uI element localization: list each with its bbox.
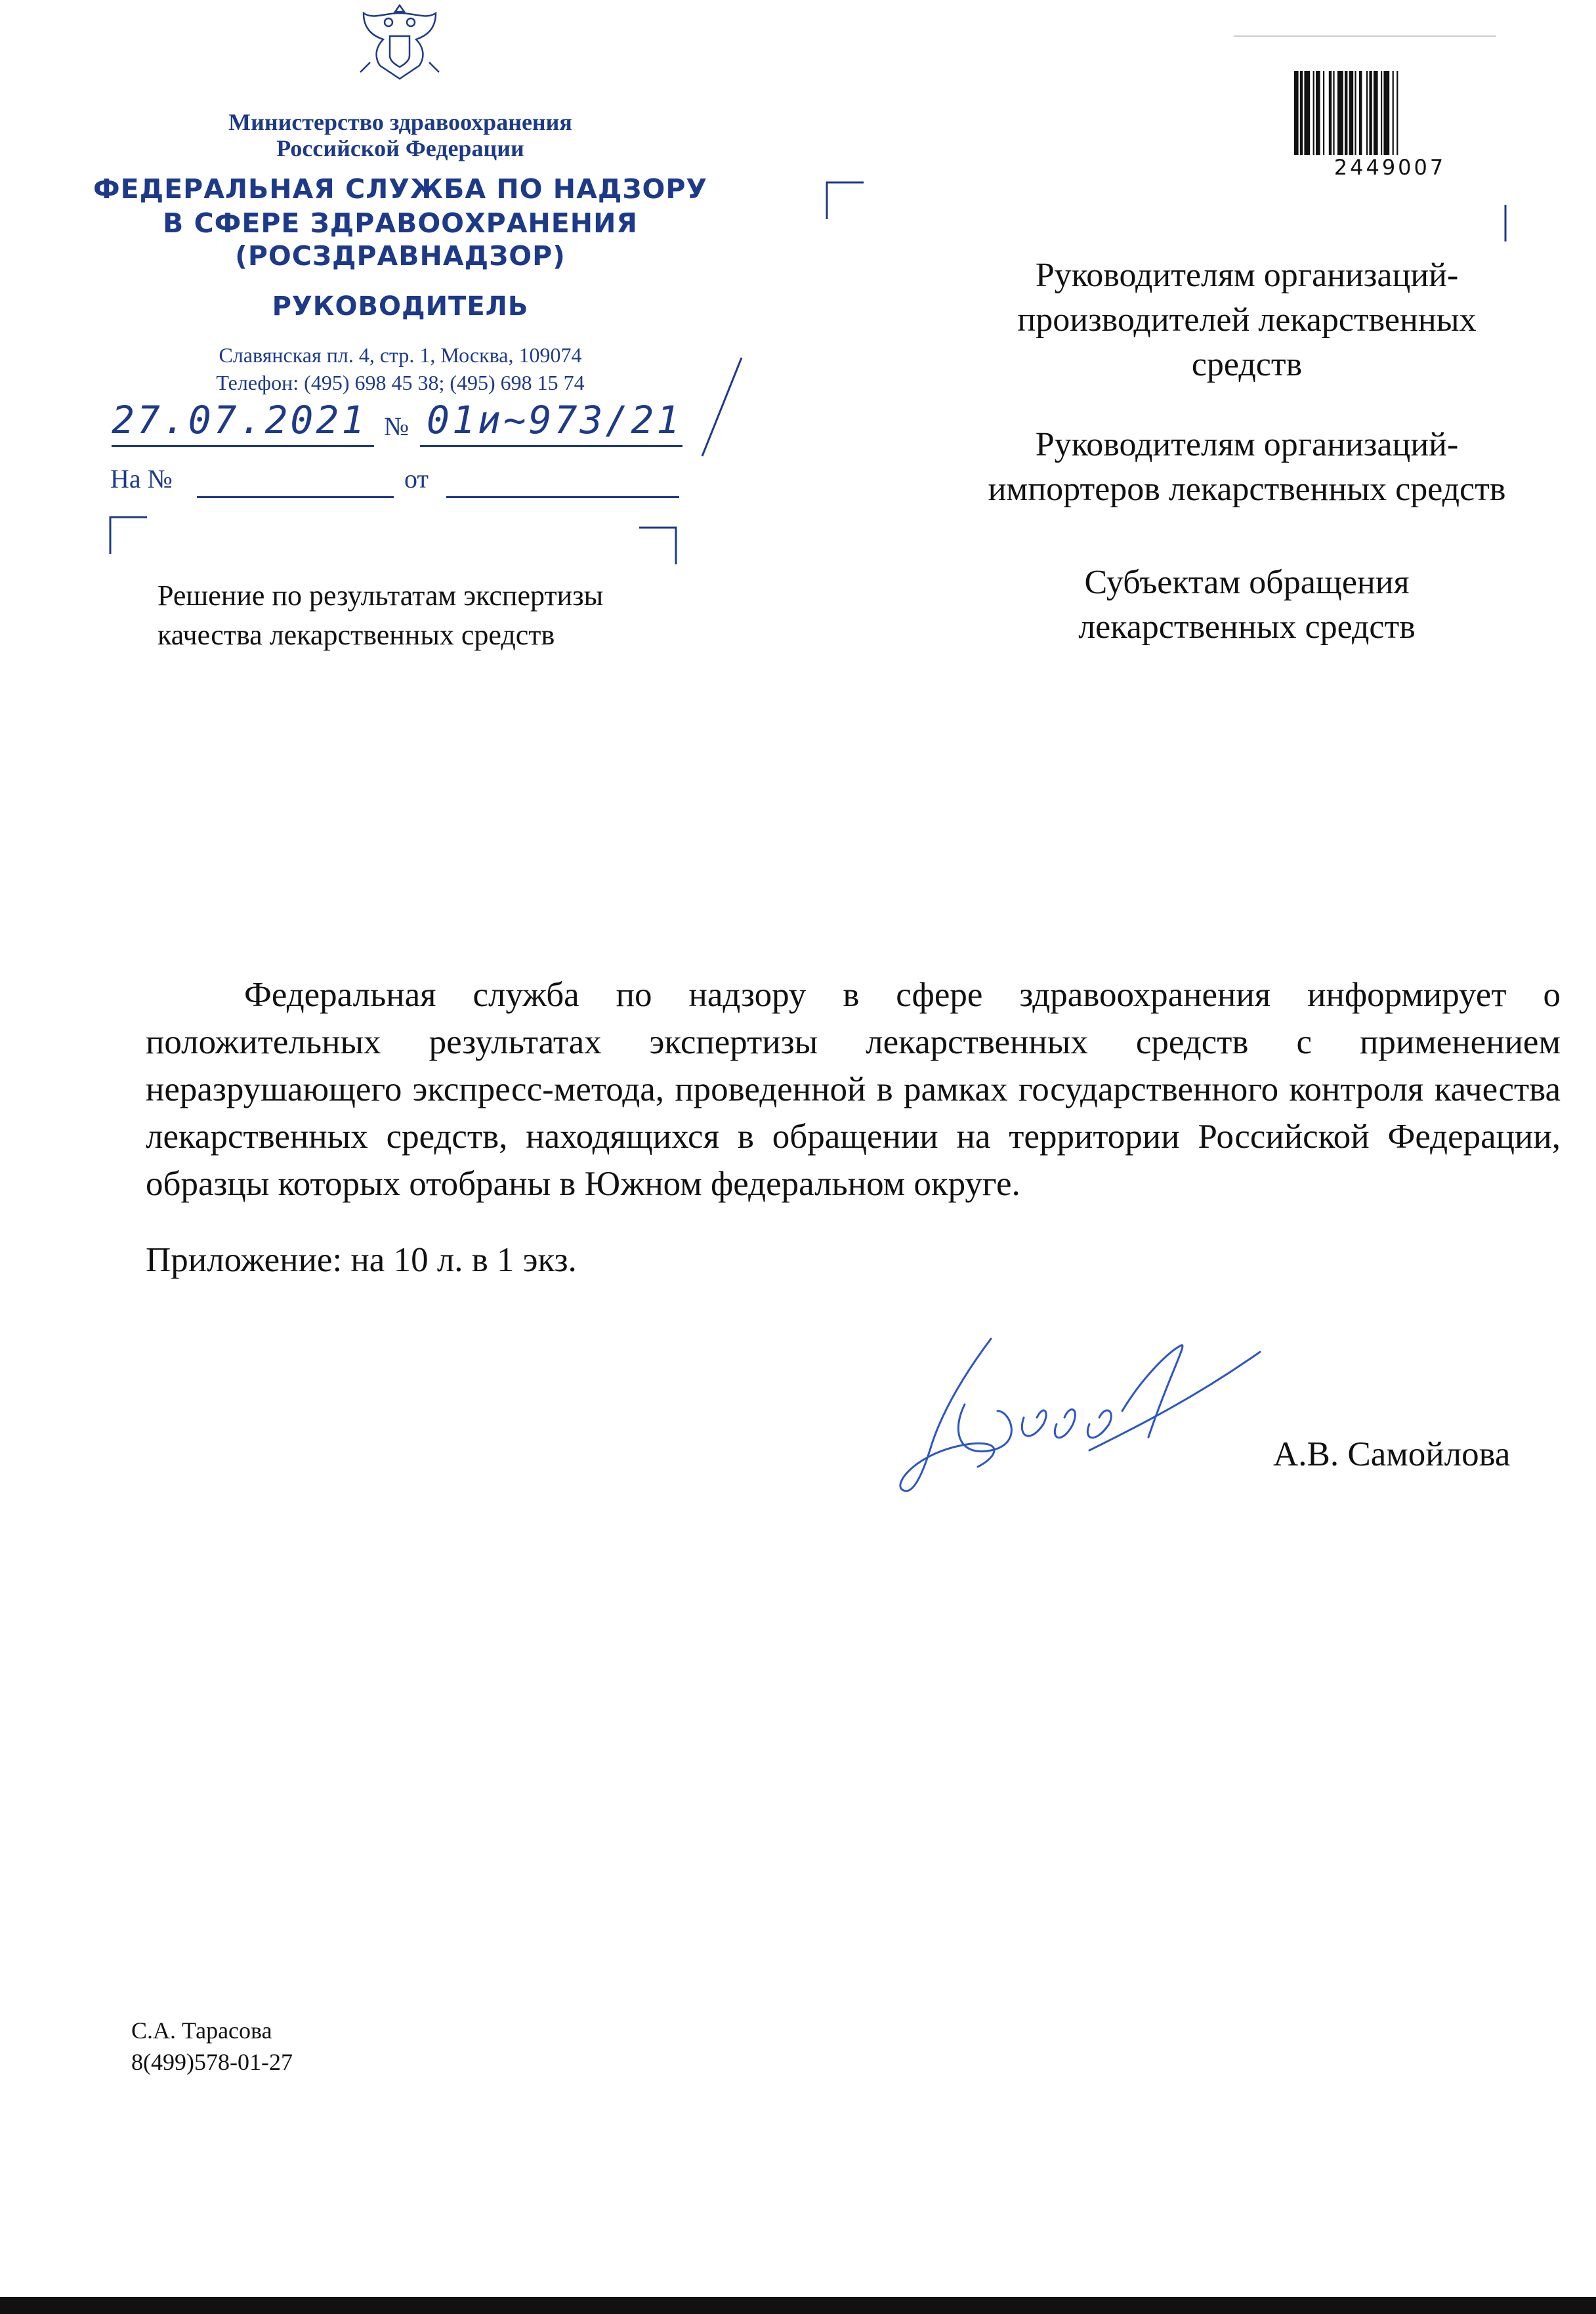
barcode-bar: [1359, 71, 1362, 155]
barcode-bar: [1374, 71, 1378, 155]
barcode-bar: [1333, 71, 1334, 155]
addressee-circulation-subjects: [919, 560, 1575, 650]
barcode-bar: [1354, 71, 1356, 155]
subject-line-1: Решение по результатам экспертизы: [158, 579, 604, 612]
agency-name-line-3: (РОСЗДРАВНАДЗОР): [235, 240, 566, 272]
barcode-bar: [1393, 71, 1394, 155]
barcode-frame-line: [1234, 35, 1496, 37]
barcode-bar: [1313, 71, 1314, 155]
agency-phone: Телефон: (495) 698 45 38; (495) 698 15 74: [216, 371, 585, 394]
barcode-bar: [1381, 71, 1382, 155]
appendix-note: Приложение: на 10 л. в 1 экз.: [146, 1241, 577, 1279]
number-sign: №: [384, 411, 410, 441]
addressee-line: лекарственных средств: [1078, 608, 1416, 646]
barcode-bar: [1300, 71, 1303, 155]
registration-number: 01и~973/21: [427, 398, 682, 442]
executor-phone: 8(499)578-01-27: [131, 2049, 293, 2075]
ministry-name-line-2: Российской Федерации: [276, 135, 524, 161]
barcode-bar: [1349, 71, 1354, 155]
barcode-bar: [1294, 71, 1299, 155]
barcode-bar: [1366, 71, 1368, 155]
executor-contact: [131, 2015, 293, 2078]
executor-name: С.А. Тарасова: [131, 2017, 272, 2044]
barcode-bar: [1345, 71, 1347, 155]
scan-edge: [0, 2297, 1596, 2314]
barcode-bar: [1323, 71, 1324, 155]
signer-name: А.В. Самойлова: [1273, 1435, 1511, 1473]
subject-line-2: качества лекарственных средств: [158, 619, 555, 651]
in-reply-label: На №: [110, 464, 173, 494]
ministry-name-line-1: Министерство здравоохранения: [228, 109, 572, 135]
from-blank: [446, 496, 679, 498]
russian-coat-of-arms-icon: [344, 0, 455, 85]
head-title: РУКОВОДИТЕЛЬ: [272, 291, 529, 322]
addressee-manufacturers: [919, 253, 1575, 387]
barcode-bar: [1369, 71, 1372, 155]
addressee-line: производителей лекарственных: [1017, 301, 1477, 339]
corner-bracket-top-left: [109, 516, 148, 555]
barcode-bar: [1383, 71, 1389, 155]
barcode-bar: [1396, 71, 1398, 155]
barcode-bar: [1304, 71, 1310, 155]
barcode-bar: [1337, 71, 1343, 155]
agency-name-line-2: В СФЕРЕ ЗДРАВООХРАНЕНИЯ: [163, 207, 638, 239]
barcode-bar: [1316, 71, 1320, 155]
addressee-line: средств: [1191, 346, 1303, 383]
number-underline: [420, 445, 682, 447]
registration-date: 27.07.2021: [112, 398, 368, 442]
in-reply-blank: [197, 496, 394, 498]
addressee-line: Руководителям организаций-: [1035, 426, 1459, 463]
address-corner-bracket-right: [1503, 203, 1509, 243]
addressee-line: импортеров лекарственных средств: [988, 471, 1506, 508]
barcode-bar: [1329, 71, 1332, 155]
barcode: [1292, 71, 1488, 158]
address-corner-bracket: [826, 181, 865, 221]
date-underline: [112, 445, 374, 447]
corner-bracket-top-right: [638, 526, 677, 566]
from-label: от: [404, 464, 429, 494]
barcode-number: 2449007: [1334, 155, 1446, 180]
letter-body: Федеральная служба по надзору в сфере здравоохранения информирует о положительных результатах экспертизы лекарственных средств с применением неразрушающего экспресс-метода, проведенной в рамках государственного контроля качества лекарственных средств, находящихся в обращении на территории Российской Федерации, образцы которых отобраны в Южном федеральном округе.: [146, 976, 1561, 1203]
letter-subject: [158, 576, 696, 655]
addressee-importers: [919, 423, 1575, 512]
handwritten-signature: [892, 1326, 1273, 1509]
addressee-line: Руководителям организаций-: [1035, 257, 1459, 294]
agency-address: Славянская пл. 4, стр. 1, Москва, 109074: [219, 343, 582, 367]
slash-stroke-icon: [696, 354, 748, 459]
agency-name-line-1: ФЕДЕРАЛЬНАЯ СЛУЖБА ПО НАДЗОРУ: [93, 173, 707, 205]
addressee-line: Субъектам обращения: [1084, 564, 1410, 601]
